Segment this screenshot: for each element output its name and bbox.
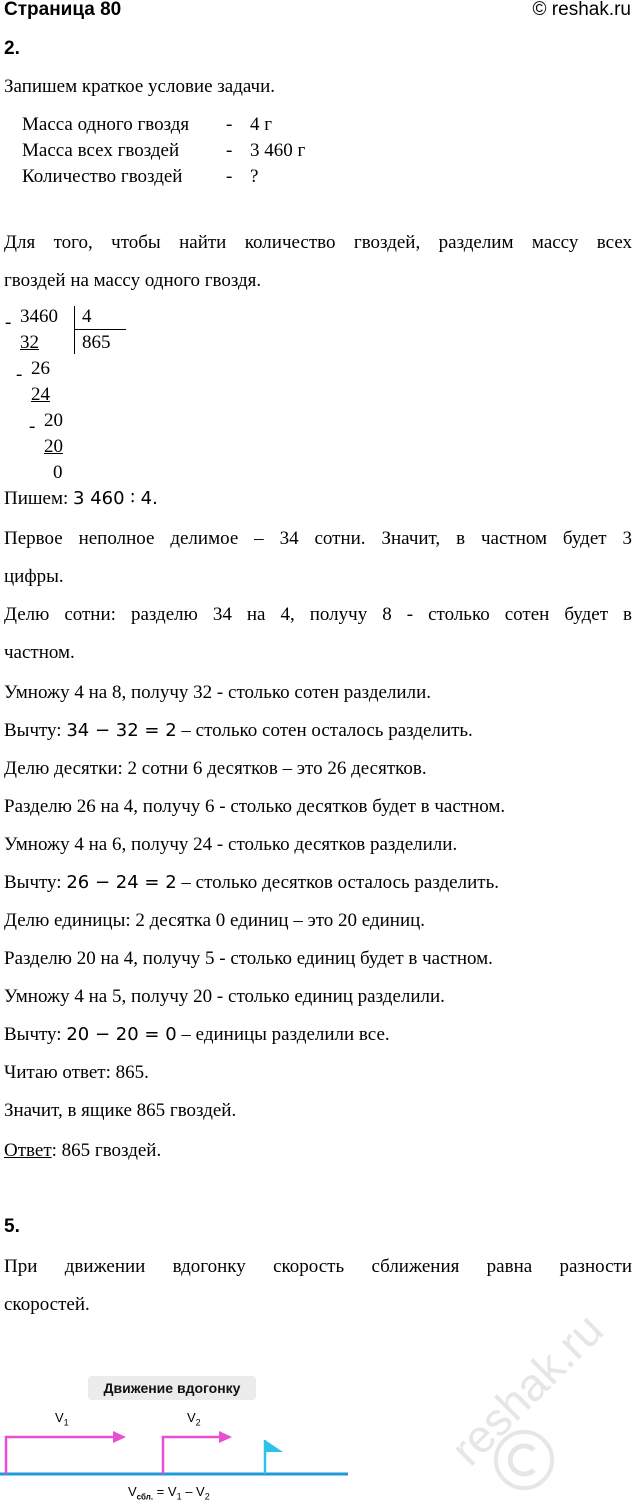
- read-answer: Читаю ответ: 865.: [4, 1062, 149, 1083]
- condition-name: Масса всех гвоздей: [22, 140, 180, 161]
- sub-line: [4, 1024, 390, 1046]
- copyright-watermark-icon: [492, 1428, 556, 1492]
- tens-line: Разделю 26 на 4, получу 6 - столько десятков будет в частном.: [4, 796, 506, 817]
- ld-vertical-line: [74, 306, 75, 354]
- mult-line: Умножу 4 на 6, получу 24 - столько десятков разделили.: [4, 834, 458, 855]
- sub-prefix: Вычту:: [4, 872, 62, 893]
- explain-line: Для того, чтобы найти количество гвоздей, разделим массу всех: [4, 232, 632, 253]
- v2-arrow: [163, 1437, 224, 1474]
- hund-line: Делю сотни: разделю 34 на 4, получу 8 - столько сотен будет в: [4, 604, 632, 625]
- watermark: reshak.ru: [440, 1302, 613, 1476]
- ld-step: 32: [20, 332, 39, 353]
- condition-name: Количество гвоздей: [22, 166, 183, 187]
- conclusion: Значит, в ящике 865 гвоздей.: [4, 1100, 237, 1121]
- sub-suffix: – единицы разделили все.: [181, 1024, 390, 1045]
- ld-minus: -: [16, 364, 23, 385]
- v2-label: $V_2$: [187, 1410, 201, 1428]
- condition-row: [22, 140, 305, 162]
- condition-row: [22, 166, 258, 188]
- task2-intro: Запишем краткое условие задачи.: [4, 76, 276, 97]
- v1-arrow: [6, 1437, 118, 1474]
- mult-line: Умножу 4 на 5, получу 20 - столько единиц разделили.: [4, 986, 445, 1007]
- units-line: Делю единицы: 2 десятка 0 единиц – это 20 единиц.: [4, 910, 426, 931]
- diagram-title: Движение вдогонку: [88, 1376, 256, 1400]
- ld-minus: -: [5, 312, 12, 333]
- answer-label: Ответ: [4, 1140, 52, 1161]
- sub-line: [4, 872, 499, 894]
- v2-arrowhead: [219, 1431, 232, 1443]
- condition-name: Масса одного гвоздя: [22, 114, 190, 135]
- sub-expr: 26 − 24 = 2: [66, 872, 177, 893]
- ld-step: 20: [44, 410, 63, 431]
- sub-prefix: Вычту:: [4, 720, 62, 741]
- ld-step: 24: [31, 384, 50, 405]
- site-label: © reshak.ru: [532, 0, 631, 20]
- first-line: Первое неполное делимое – 34 сотни. Значит, в частном будет 3: [4, 528, 632, 549]
- sub-prefix: Вычту:: [4, 1024, 62, 1045]
- ld-divisor: 4: [82, 306, 92, 327]
- tens-line: Делю десятки: 2 сотни 6 десятков – это 26 десятков.: [4, 758, 427, 779]
- first-line: цифры.: [4, 566, 64, 587]
- condition-row: [22, 114, 272, 136]
- ld-minus: -: [29, 416, 36, 437]
- ld-remainder: 0: [53, 462, 63, 483]
- sub-expr: 34 − 32 = 2: [66, 720, 177, 741]
- page-title: Страница 80: [4, 0, 122, 20]
- write-prefix: Пишем:: [4, 488, 69, 509]
- condition-value: 3 460 г: [250, 140, 306, 161]
- answer-line: [4, 1140, 161, 1162]
- finish-flag-icon: [265, 1440, 283, 1452]
- task5-text: При движении вдогонку скорость сближения равна разности: [4, 1256, 632, 1277]
- ld-step: 26: [31, 358, 50, 379]
- mult-line: Умножу 4 на 8, получу 32 - столько сотен разделили.: [4, 682, 431, 703]
- sub-expr: 20 − 20 = 0: [66, 1024, 177, 1045]
- ld-quotient: 865: [82, 332, 111, 353]
- sub-suffix: – столько сотен осталось разделить.: [181, 720, 473, 741]
- task5-text: скоростей.: [4, 1294, 90, 1315]
- answer-text: : 865 гвоздей.: [51, 1140, 162, 1161]
- task-number-2: 2.: [4, 38, 20, 59]
- speed-formula: $V_{сбл.} = V_1 - V_2$: [128, 1484, 210, 1502]
- write-expr: 3 460 ∶ 4.: [73, 488, 158, 509]
- ld-dividend: 3460: [20, 306, 58, 327]
- sub-suffix: – столько десятков осталось разделить.: [181, 872, 499, 893]
- condition-dash: -: [226, 114, 233, 135]
- v1-label: $V_1$: [55, 1410, 69, 1428]
- sub-line: [4, 720, 473, 742]
- write-line: [4, 488, 158, 510]
- condition-dash: -: [226, 140, 233, 161]
- units-line: Разделю 20 на 4, получу 5 - столько единиц будет в частном.: [4, 948, 493, 969]
- hund-line: частном.: [4, 642, 75, 663]
- task-number-5: 5.: [4, 1216, 20, 1237]
- explain-line: гвоздей на массу одного гвоздя.: [4, 270, 262, 291]
- ld-divisor-line: [74, 329, 126, 330]
- v1-arrowhead: [113, 1431, 126, 1443]
- condition-dash: -: [226, 166, 233, 187]
- condition-value: ?: [250, 166, 259, 187]
- condition-value: 4 г: [250, 114, 273, 135]
- ld-step: 20: [44, 436, 63, 457]
